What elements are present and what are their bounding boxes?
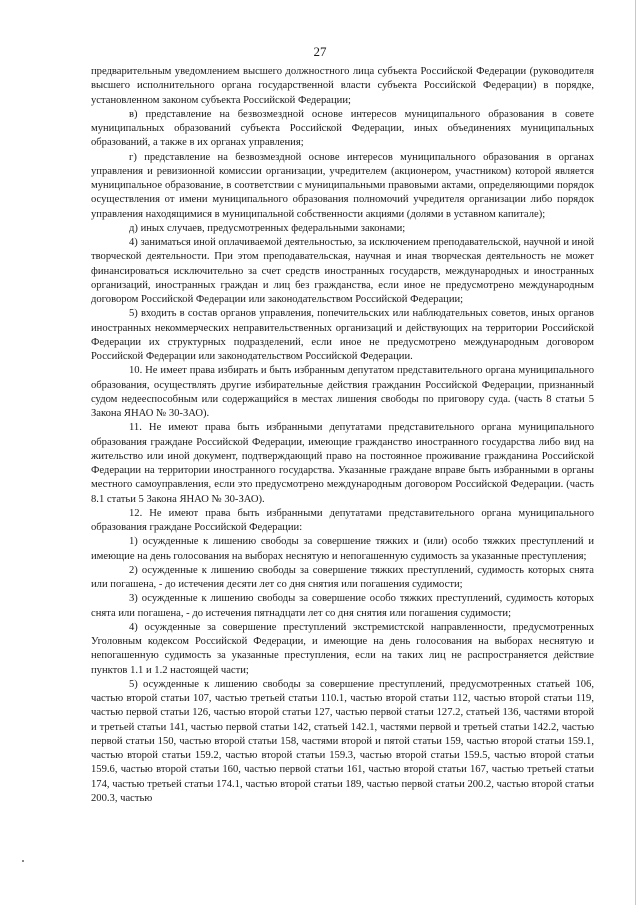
scan-edge-line <box>635 0 636 905</box>
paragraph-part-12-item-5: 5) осужденные к лишению свободы за совершение преступлений, предусмотренных статьей 106, частью второй статьи 107, частью третьей статьи 110.1, частью второй статьи 112, частью второй статьи 119, частью первой статьи 126, частью второй статьи 127, частью первой статьи 127.2, статьей 136, частями второй и третьей статьи 141, частью первой статьи 142, статьей 142.1, частями первой и третьей статьи 142.2, частью первой статьи 150, частью второй статьи 158, частями второй и пятой статьи 159, частью второй статьи 159.1, частью второй статьи 159.2, частью второй статьи 159.3, частью второй статьи 159.5, частью второй статьи 159.6, частью второй статьи 160, частью первой статьи 161, частью второй статьи 167, частью третьей статьи 174, частью третьей статьи 174.1, частью второй статьи 189, частью первой статьи 200.2, частью второй статьи 200.3, частью <box>91 678 594 804</box>
paragraph-item-d: д) иных случаев, предусмотренных федеральными законами; <box>129 222 406 234</box>
scan-artifact-dot <box>22 860 24 862</box>
paragraph-part-12-item-4: 4) осужденные за совершение преступлений экстремистской направленности, предусмотренных Уголовным кодексом Российской Федерации, и имеющие на день голосования на выборах неснятую и непогашенную судимость за указанные преступления, если на таких лиц не распространяется действие пунктов 1.1 и 1.2 настоящей части; <box>91 621 594 676</box>
paragraph-part-12-item-2: 2) осужденные к лишению свободы за совершение тяжких преступлений, судимость которых снята или погашена, - до истечения десяти лет со дня снятия или погашения судимости; <box>91 564 594 590</box>
paragraph-item-4: 4) заниматься иной оплачиваемой деятельностью, за исключением преподавательской, научной и иной творческой деятельности. При этом преподавательская, научная и иная творческая деятельность не может финансироваться исключительно за счет средств иностранных государств, международных и иностранных организаций, иностранных граждан и лиц без гражданства, если иное не предусмотрено международным договором Российской Федерации или законодательством Российской Федерации; <box>91 237 594 305</box>
paragraph-part-12-item-3: 3) осужденные к лишению свободы за совершение особо тяжких преступлений, судимость которых снята или погашена, - до истечения пятнадцати лет со дня снятия или погашения судимости; <box>91 593 594 619</box>
paragraph-item-5: 5) входить в состав органов управления, попечительских или наблюдательных советов, иных органов иностранных некоммерческих неправительственных организаций и действующих на территории Российской Федерации их структурных подразделений, если иное не предусмотрено международным договором Российской Федерации или законодательством Российской Федерации. <box>91 308 594 362</box>
paragraph-item-v: в) представление на безвозмездной основе интересов муниципального образования в совете муниципальных образований субъекта Российской Федерации, иных объединениях муниципальных образований, а также в их органах управления; <box>91 108 594 149</box>
page-number: 27 <box>313 44 327 59</box>
paragraph-continuation: предварительным уведомлением высшего должностного лица субъекта Российской Федерации (руководителя высшего исполнительного органа государственной власти субъекта Российской Федерации) в порядке, установленном законом субъекта Российской Федерации; <box>91 66 594 106</box>
paragraph-part-10: 10. Не имеет права избирать и быть избранным депутатом представительного органа муниципального образования, осуществлять другие избирательные действия гражданин Российской Федерации, признанный судом недееспособным или содержащийся в местах лишения свободы по приговору суда. (часть 8 статьи 5 Закона ЯНАО № 30-ЗАО). <box>91 365 594 419</box>
paragraph-part-12: 12. Не имеют права быть избранными депутатами представительного органа муниципального образования граждане Российской Федерации: <box>91 507 594 533</box>
document-body <box>91 65 594 806</box>
paragraph-part-12-item-1: 1) осужденные к лишению свободы за совершение тяжких и (или) особо тяжких преступлений и имеющие на день голосования на выборах неснятую и непогашенную судимость за указанные преступления; <box>91 536 594 562</box>
paragraph-item-g: г) представление на безвозмездной основе интересов муниципального образования в органах управления и ревизионной комиссии организации, учредителем (акционером, участником) которой является муниципальное образование, в соответствии с муниципальными правовыми актами, определяющими порядок осуществления от имени муниципального образования полномочий учредителя организации либо порядок управления находящимися в муниципальной собственности акциями (долями в уставном капитале); <box>91 151 594 220</box>
paragraph-part-11: 11. Не имеют права быть избранными депутатами представительного органа муниципального образования граждане Российской Федерации, имеющие гражданство иностранного государства либо вид на жительство или иной документ, подтверждающий право на постоянное проживание гражданина Российской Федерации на территории иностранного государства. Указанные граждане вправе быть избранными в органы местного самоуправления, если это предусмотрено международным договором Российской Федерации. (часть 8.1 статьи 5 Закона ЯНАО № 30-ЗАО). <box>91 422 594 505</box>
